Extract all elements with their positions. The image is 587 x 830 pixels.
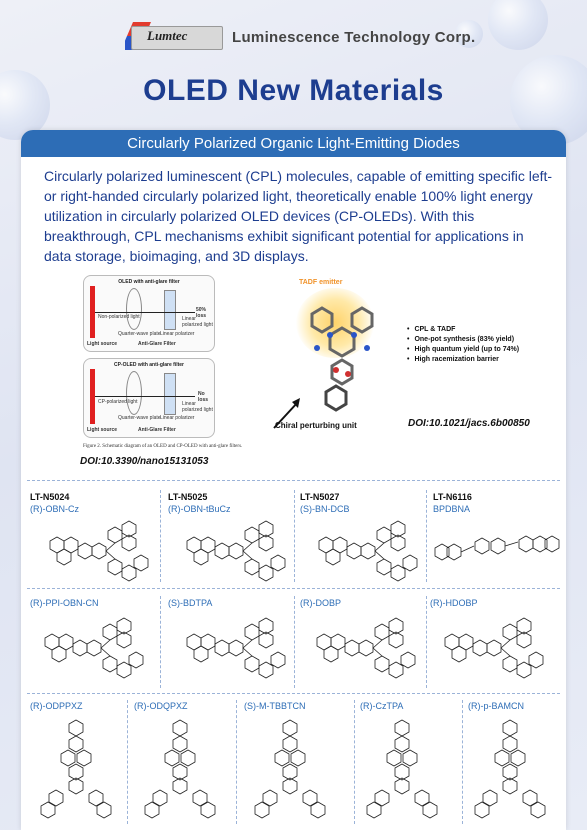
col-separator [426,490,427,582]
product-name: (R)-DOBP [300,598,341,608]
row-separator [27,480,560,481]
linear-polarizer-label: Linear polarizer [160,415,195,421]
col-separator [294,596,295,688]
non-polarized-label: Non-polarized light [98,314,140,320]
col-separator [426,596,427,688]
quarter-wave-plate [126,371,142,415]
company-logo [131,18,221,54]
light-path-line [95,312,195,313]
page-title: OLED New Materials [143,74,444,107]
product-code: LT-N5027 [300,492,340,502]
product-name: (R)-CzTPA [360,701,404,711]
light-source-label: Light source [87,341,118,347]
light-path-line [95,396,195,397]
quarter-wave-plate [126,288,142,330]
oled-diagram [83,275,215,352]
product-name: (R)-OBN-Cz [30,504,79,514]
linear-polarized-label: Linear polarized light [182,401,213,413]
product-name: (R)-ODPPXZ [30,701,83,711]
no-loss-label: No loss [198,391,209,403]
company-name: Luminescence Technology Corp. [232,29,476,46]
quarter-wave-label: Quarter-wave plate [118,331,161,337]
row-separator [27,588,560,589]
structure-s-m-tbbtcn [250,716,350,821]
product-name: (S)-M-TBBTCN [244,701,306,711]
product-name: BPDBNA [433,504,471,514]
structure-s-bn-dcb [314,515,424,585]
loss-50-label: 50% loss [196,307,207,319]
product-name: (R)-ODQPXZ [134,701,188,711]
structure-s-bdtpa [182,612,292,687]
col-separator [127,700,128,824]
feature-item: • CPL & TADF [407,325,519,335]
col-separator [462,700,463,824]
structure-bpdbna [432,530,562,570]
anti-glare-label: Anti-Glare Filter [138,427,176,433]
logo-text: Lumtec [147,28,188,43]
feature-list [407,325,519,365]
bg-bubble [488,0,548,50]
doi-left: DOI:10.3390/nano15131053 [80,456,209,467]
col-separator [160,490,161,582]
structure-r-odppxz [36,716,126,821]
quarter-wave-label: Quarter-wave plate [118,415,161,421]
col-separator [160,596,161,688]
structure-r-cztpa [362,716,452,821]
linear-polarized-label: Linear polarized light [182,316,213,328]
product-code: LT-N6116 [433,492,472,502]
product-name: (S)-BN-DCB [300,504,350,514]
product-name: (R)-p-BAMCN [468,701,524,711]
product-name: (R)-HDOBP [430,598,478,608]
feature-item: • High racemization barrier [407,355,519,365]
product-name: (R)-PPI-OBN-CN [30,598,99,608]
structure-r-hdobp [440,612,550,687]
structure-r-odqpxz [140,716,230,821]
figure-caption: Figure 2. Schematic diagram of an OLED and CP-OLED with anti-glare filters. [83,444,243,449]
product-code: LT-N5025 [168,492,208,502]
linear-polarizer-label: Linear polarizer [160,331,195,337]
structure-r-dobp [312,612,422,687]
light-source-label: Light source [87,427,118,433]
linear-polarizer-plate [164,373,176,415]
col-separator [236,700,237,824]
product-name: (R)-OBN-tBuCz [168,504,231,514]
structure-r-ppi-obn-cn [40,612,150,687]
linear-polarizer-plate [164,290,176,330]
intro-paragraph: Circularly polarized luminescent (CPL) molecules, capable of emitting specific left- or right-handed circularly polarized light, theoretically enable 100% light energy utilization in circularly polarized OLED devices (CP-OLEDs). With this breakthrough, CPL mechanisms exhibit significant potential for applications in data storage, bioimaging, and 3D displays. [44,168,553,264]
anti-glare-label: Anti-Glare Filter [138,341,176,347]
cpoled-diagram-title: CP-OLED with anti-glare filter [113,362,184,368]
feature-item: • One-pot synthesis (83% yield) [407,335,519,345]
oled-diagram-title: OLED with anti-glare filter [118,279,180,285]
section-banner: Circularly Polarized Organic Light-Emitting Diodes [21,130,566,157]
cpoled-diagram [83,358,215,438]
product-name: (S)-BDTPA [168,598,213,608]
structure-r-obn-tbucz [182,515,292,585]
chiral-label: Chiral perturbing unit [275,421,357,430]
tadf-label: TADF emitter [299,279,343,286]
structure-r-obn-cz [45,515,155,585]
col-separator [294,490,295,582]
cp-light-label: CP-polarized light [98,399,138,405]
row-separator [27,693,560,694]
doi-right: DOI:10.1021/jacs.6b00850 [408,418,530,429]
col-separator [354,700,355,824]
feature-item: • High quantum yield (up to 74%) [407,345,519,355]
structure-r-p-bamcn [470,716,570,821]
product-code: LT-N5024 [30,492,70,502]
